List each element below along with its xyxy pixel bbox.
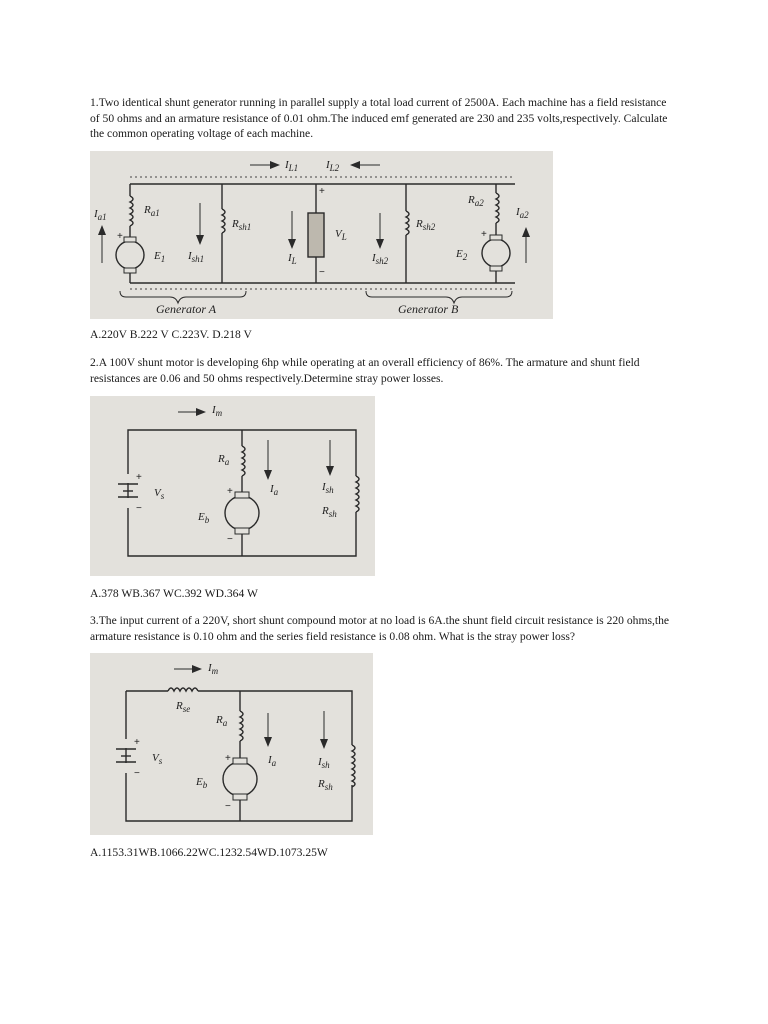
svg-text:+: + — [227, 486, 233, 497]
ia2-label: $I_{a2}$ — [516, 206, 529, 220]
svg-text:−: − — [136, 503, 142, 514]
e2-label: $E_2$ — [456, 248, 468, 262]
question-2-circuit-diagram — [90, 396, 375, 576]
svg-text:+: + — [136, 472, 142, 483]
ra2-label: $R_{a2}$ — [468, 194, 484, 208]
question-3-circuit-diagram — [90, 653, 373, 835]
rsh1-label: $R_{sh1}$ — [232, 218, 252, 232]
question-1-circuit-diagram — [90, 151, 553, 319]
svg-text:−: − — [227, 534, 233, 545]
il2-label: $I_{L2}$ — [326, 159, 340, 173]
question-3-text: 3.The input current of a 220V, short shunt compound motor at no load is 6A.the shunt field circuit resistance is 220 ohms,the armature resistance is 0.10 ohm and the series field resistance is 0.08 ohm. What is the stray power loss? — [90, 614, 670, 643]
rse-label: $R_{se}$ — [176, 700, 191, 714]
svg-text:+: + — [134, 737, 140, 748]
generator-b-label: Generator B — [398, 302, 459, 316]
ish-label-q3: $I_{sh}$ — [318, 756, 330, 770]
svg-text:+: + — [117, 231, 123, 242]
ia-label-q3: $I_a$ — [268, 754, 277, 768]
ra1-label: $R_{a1}$ — [144, 204, 160, 218]
ish2-label: $I_{sh2}$ — [372, 252, 389, 266]
eb-label-q3: $E_b$ — [196, 776, 208, 790]
svg-text:−: − — [134, 768, 140, 779]
generator-b-armature-icon — [482, 239, 510, 267]
generator-a-armature-icon — [116, 241, 144, 269]
il-label: $I_L$ — [288, 252, 297, 266]
eb-label: $E_b$ — [198, 511, 210, 525]
ish1-label: $I_{sh1}$ — [188, 250, 205, 264]
vs-label: $V_s$ — [154, 487, 165, 501]
ia1-label: $I_{a1}$ — [94, 208, 107, 222]
vs-label-q3: $V_s$ — [152, 752, 163, 766]
svg-text:+: + — [319, 186, 325, 197]
im-label: $I_m$ — [212, 404, 223, 418]
question-1-choices: A.220V B.222 V C.223V. D.218 V — [90, 328, 252, 341]
rsh-label: $R_{sh}$ — [322, 505, 337, 519]
question-2-text: 2.A 100V shunt motor is developing 6hp while operating at an overall efficiency of 86%. The armature and shunt field resistances are 0.06 and 50 ohms respectively.Determine stray power losses. — [90, 356, 640, 385]
ish-label: $I_{sh}$ — [322, 481, 334, 495]
vl-label: $V_L$ — [335, 228, 347, 242]
motor-armature-icon-q3 — [223, 762, 257, 796]
im-label-q3: $I_m$ — [208, 662, 219, 676]
generator-a-label: Generator A — [156, 302, 217, 316]
ra-label-q3: $R_a$ — [216, 714, 228, 728]
ra-label: $R_a$ — [218, 453, 230, 467]
question-2-choices: A.378 WB.367 WC.392 WD.364 W — [90, 587, 258, 600]
svg-text:+: + — [225, 753, 231, 764]
question-3-choices: A.1153.31WB.1066.22WC.1232.54WD.1073.25W — [90, 846, 328, 859]
svg-text:+: + — [481, 229, 487, 240]
ia-label: $I_a$ — [270, 483, 279, 497]
rsh2-label: $R_{sh2}$ — [416, 218, 436, 232]
question-1-text: 1.Two identical shunt generator running in parallel supply a total load current of 2500A. Each machine has a field resistance of 50 ohms and an armature resistance of 0.01 ohm.The induced emf generated are 230 and 235 volts,respectively. Calculate the common operating voltage of each machine. — [90, 96, 668, 140]
e1-label: $E_1$ — [154, 250, 166, 264]
svg-text:−: − — [319, 267, 325, 278]
il1-label: $I_{L1}$ — [285, 159, 299, 173]
load-resistor-icon — [308, 213, 324, 257]
rsh-label-q3: $R_{sh}$ — [318, 778, 333, 792]
svg-text:−: − — [225, 801, 231, 812]
motor-armature-icon — [225, 496, 259, 530]
